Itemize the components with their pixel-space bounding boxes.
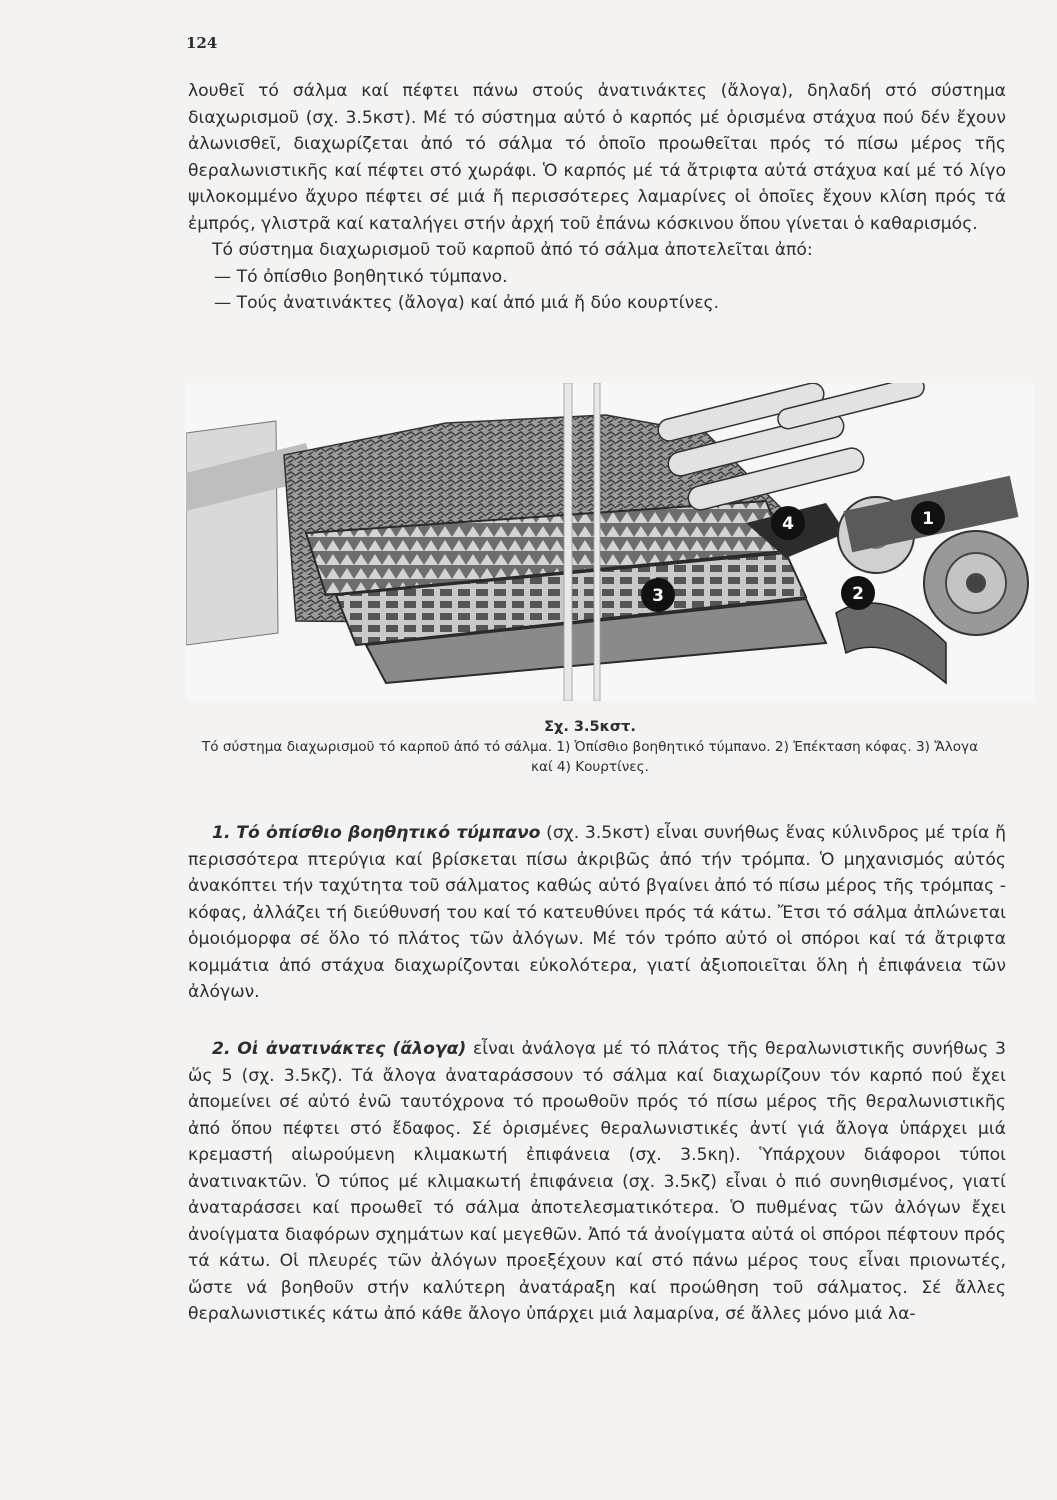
- section-2: [188, 1036, 1006, 1328]
- callout-1: [911, 501, 945, 535]
- page-number: 124: [186, 34, 218, 52]
- svg-text:4: 4: [782, 514, 794, 534]
- intro-paragraph: λουθεῖ τό σάλμα καί πέφτει πάνω στούς ἀνατινάκτες (ἄλογα), δηλαδή στό σύστημα διαχωρισμοῦ (σχ. 3.5κστ). Μέ τό σύστημα αὐτό ὁ καρπός μέ ὁρισμένα στάχυα πού δέν ἔχουν ἀλωνισθεῖ, διαχωρίζεται ἀπό τό σάλμα τό ὁποῖο προωθεῖται πρός τό πίσω μέρος τῆς θεραλωνιστικῆς καί πέφτει στό χωράφι. Ὁ καρπός μέ τά ἄτριφτα αὐτά στάχυα καί μέ τό λίγο ψιλοκομμένο ἄχυρο πέφτει σέ μιά ἤ περισσότερες λαμαρίνες οἱ ὁποῖες ἔχουν κλίση πρός τά ἐμπρός, γλιστρᾶ καί καταλήγει στήν ἀρχή τοῦ ἐπάνω κόσκινου ὅπου γίνεται ὁ καθαρισμός.: [188, 81, 1006, 234]
- section-1: [188, 820, 1006, 1006]
- callout-3: [641, 578, 675, 612]
- intro-text-block: [188, 78, 1006, 317]
- callout-4: [771, 506, 805, 540]
- section-1-title: Τό ὀπίσθιο βοηθητικό τύμπανο: [236, 823, 541, 843]
- section-2-paragraph: [188, 1036, 1006, 1328]
- list-item-drum: — Τό ὀπίσθιο βοηθητικό τύμπανο.: [214, 266, 508, 287]
- figure-caption-text: Τό σύστημα διαχωρισμοῦ τό καρποῦ ἀπό τό σάλμα. 1) Ὀπίσθιο βοηθητικό τύμπανο. 2) Ἐπέκταση κόφας. 3) Ἄλογα καί 4) Κουρτίνες.: [201, 739, 979, 775]
- section-2-body: εἶναι ἀνάλογα μέ τό πλάτος τῆς θεραλωνιστικῆς συνήθως 3 ὥς 5 (σχ. 3.5κζ). Τά ἄλογα ἀναταράσσουν τό σάλμα καί διαχωρίζουν τόν καρπό πού ἔχει ἀπομείνει σέ αὐτό ἐνῶ ταυτόχρονα τό προωθοῦν πρός τό πίσω μέρος τῆς θεραλωνιστικῆς ἀπό ὅπου πέφτει στό ἔδαφος. Σέ ὁρισμένες θεραλωνιστικές ἀντί γιά ἄλογα ὑπάρχει μιά κρεμαστή αἰωρούμενη κλιμακωτή ἐπιφάνεια (σχ. 3.5κη). Ὑπάρχουν διάφοροι τύποι ἀνατινακτῶν. Ὁ τύπος μέ κλιμακωτή ἐπιφάνεια (σχ. 3.5κζ) εἶναι ὁ πιό συνηθισμένος, γιατί ἀναταράσσει καί προωθεῖ τό σάλμα ἀποτελεσματικότερα. Ὁ πυθμένας τῶν ἀλόγων ἔχει ἀνοίγματα διαφόρων σχημάτων καί μεγεθῶν. Ἀπό τά ἀνοίγματα αὐτά οἱ σπόροι πέφτουν πρός τά κάτω. Οἱ πλευρές τῶν ἀλόγων προεξέχουν καί στό πάνω μέρος τους εἶναι πριονωτές, ὥστε νά βοηθοῦν στήν καλύτερη ἀνατάραξη καί προώθηση τοῦ σάλματος. Σέ ἄλλες θεραλωνιστικές κάτω ἀπό κάθε ἄλογο ὑπάρχει μιά λαμαρίνα, σέ ἄλλες μόνο μιά λα-: [188, 1039, 1006, 1324]
- callout-2: [841, 576, 875, 610]
- figure-label: Σχ. 3.5κστ.: [544, 719, 636, 735]
- svg-text:3: 3: [652, 586, 664, 606]
- svg-text:2: 2: [852, 584, 864, 604]
- section-2-title: Οἱ ἀνατινάκτες (ἄλογα): [237, 1039, 467, 1059]
- svg-text:1: 1: [922, 509, 934, 529]
- system-intro: Τό σύστημα διαχωρισμοῦ τοῦ καρποῦ ἀπό τό σάλμα ἀποτελεῖται ἀπό:: [212, 240, 813, 260]
- section-1-paragraph: [188, 820, 1006, 1006]
- list-item-walkers: — Τούς ἀνατινάκτες (ἄλογα) καί ἀπό μιά ἤ δύο κουρτίνες.: [214, 293, 720, 313]
- machine-cutaway-drawing: [186, 383, 1034, 701]
- section-1-body: (σχ. 3.5κστ) εἶναι συνήθως ἕνας κύλινδρος μέ τρία ἤ περισσότερα πτερύγια καί βρίσκεται πίσω ἀκριβῶς ἀπό τήν τρόμπα. Ὁ μηχανισμός αὐτός ἀνακόπτει τήν ταχύτητα τοῦ σάλματος καθώς αὐτό βγαίνει ἀπό τό πίσω μέρος τῆς τρόμπας - κόφας, ἀλλάζει τή διεύθυνσή του καί τό κατευθύνει πρός τά κάτω. Ἔτσι τό σάλμα ἀπλώνεται ὁμοιόμορφα σέ ὅλο τό πλάτος τῶν ἀλόγων. Μέ τόν τρόπο αὐτό οἱ σπόροι καί τά ἄτριφτα κομμάτια ἀπό στάχυα διαχωρίζονται εὐκολότερα, γιατί ἀξιοποιεῖται ὅλη ἡ ἐπιφάνεια τῶν ἀλόγων.: [188, 823, 1006, 1002]
- figure-illustration: [186, 383, 1034, 701]
- section-2-number: 2.: [212, 1039, 231, 1059]
- figure-caption: [150, 717, 1030, 777]
- section-1-number: 1.: [212, 823, 231, 843]
